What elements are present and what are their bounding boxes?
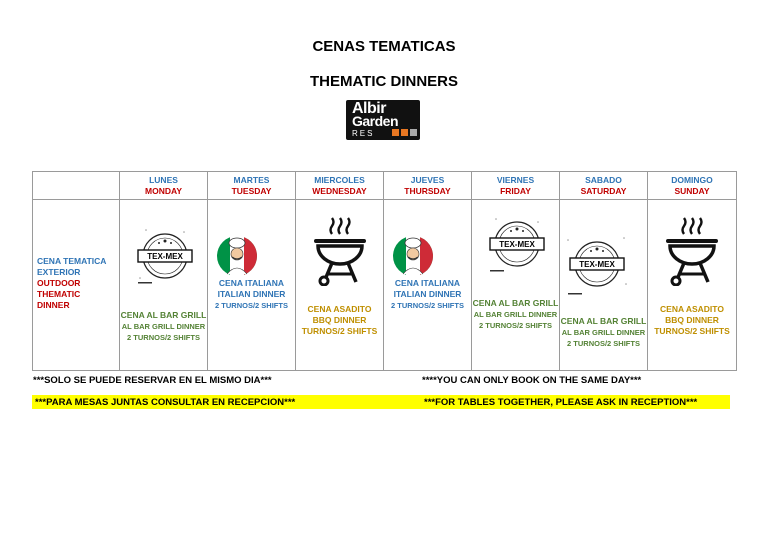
- dinner-schedule-table: [32, 171, 737, 371]
- monday-line-3: 2 TURNOS/2 SHIFTS: [127, 333, 200, 342]
- thursday-line-3: 2 TURNOS/2 SHIFTS: [391, 301, 464, 310]
- day-header-tuesday: MARTES TUESDAY: [208, 172, 296, 200]
- tuesday-line-2: ITALIAN DINNER: [217, 289, 286, 299]
- tuesday-line-3: 2 TURNOS/2 SHIFTS: [215, 301, 288, 310]
- cell-saturday: [560, 200, 648, 371]
- thursday-line-1: CENA ITALIANA: [394, 278, 461, 288]
- sunday-line-3: TURNOS/2 SHIFTS: [654, 326, 730, 336]
- note-tables-es: ***PARA MESAS JUNTAS CONSULTAR EN RECEPCION***: [35, 397, 296, 408]
- day-header-saturday: SABADO SATURDAY: [560, 172, 648, 200]
- albir-garden-logo: Albir Garden RES: [346, 100, 420, 140]
- saturday-line-1: CENA AL BAR GRILL: [560, 316, 647, 326]
- tuesday-line-1: CENA ITALIANA: [218, 278, 285, 288]
- corner-cell: [33, 172, 120, 200]
- cell-sunday: [648, 200, 737, 371]
- italian-chef-icon: [214, 234, 260, 278]
- monday-line-1: CENA AL BAR GRILL: [120, 310, 207, 320]
- row-label: CENA TEMATICA EXTERIOR OUTDOOR THEMATIC DINNER: [37, 256, 107, 310]
- svg-text:TEX-MEX: TEX-MEX: [499, 240, 535, 249]
- cell-tuesday: [208, 200, 296, 371]
- wednesday-line-1: CENA ASADITO: [307, 304, 372, 314]
- svg-text:TEX-MEX: TEX-MEX: [147, 252, 183, 261]
- cell-friday: [472, 200, 560, 371]
- saturday-line-2: AL BAR GRILL DINNER: [561, 328, 646, 337]
- cell-thursday: [384, 200, 472, 371]
- thursday-line-2: ITALIAN DINNER: [393, 289, 462, 299]
- friday-line-2: AL BAR GRILL DINNER: [473, 310, 558, 319]
- bbq-grill-icon: [310, 216, 370, 286]
- day-header-monday: LUNES MONDAY: [120, 172, 208, 200]
- day-header-row: [33, 172, 737, 200]
- note-tables-en: ***FOR TABLES TOGETHER, PLEASE ASK IN RECEPTION***: [424, 397, 698, 408]
- friday-line-1: CENA AL BAR GRILL: [472, 298, 559, 308]
- note-same-day-en: ****YOU CAN ONLY BOOK ON THE SAME DAY***: [422, 375, 642, 386]
- day-header-friday: VIERNES FRIDAY: [472, 172, 560, 200]
- svg-text:TEX-MEX: TEX-MEX: [579, 260, 615, 269]
- sunday-line-2: BBQ DINNER: [665, 315, 719, 325]
- tex-mex-icon: [564, 234, 630, 296]
- wednesday-line-2: BBQ DINNER: [312, 315, 367, 325]
- friday-line-3: 2 TURNOS/2 SHIFTS: [479, 321, 552, 330]
- dinner-row: [33, 200, 737, 371]
- page-title-en: THEMATIC DINNERS: [309, 73, 459, 90]
- tex-mex-icon: [134, 226, 196, 286]
- bbq-grill-icon: [662, 216, 722, 286]
- note-same-day-es: ***SOLO SE PUEDE RESERVAR EN EL MISMO DIA***: [33, 375, 272, 386]
- wednesday-line-3: TURNOS/2 SHIFTS: [301, 326, 378, 336]
- day-header-wednesday: MIERCOLES WEDNESDAY: [296, 172, 384, 200]
- italian-chef-icon: [390, 234, 436, 278]
- saturday-line-3: 2 TURNOS/2 SHIFTS: [567, 339, 640, 348]
- day-header-sunday: DOMINGO SUNDAY: [648, 172, 737, 200]
- row-label-cell: [33, 200, 120, 371]
- monday-line-2: AL BAR GRILL DINNER: [121, 322, 206, 331]
- cell-monday: [120, 200, 208, 371]
- day-header-thursday: JUEVES THURSDAY: [384, 172, 472, 200]
- page-title-es: CENAS TEMATICAS: [312, 38, 456, 55]
- cell-wednesday: [296, 200, 384, 371]
- sunday-line-1: CENA ASADITO: [660, 304, 724, 314]
- tex-mex-icon: [486, 214, 548, 274]
